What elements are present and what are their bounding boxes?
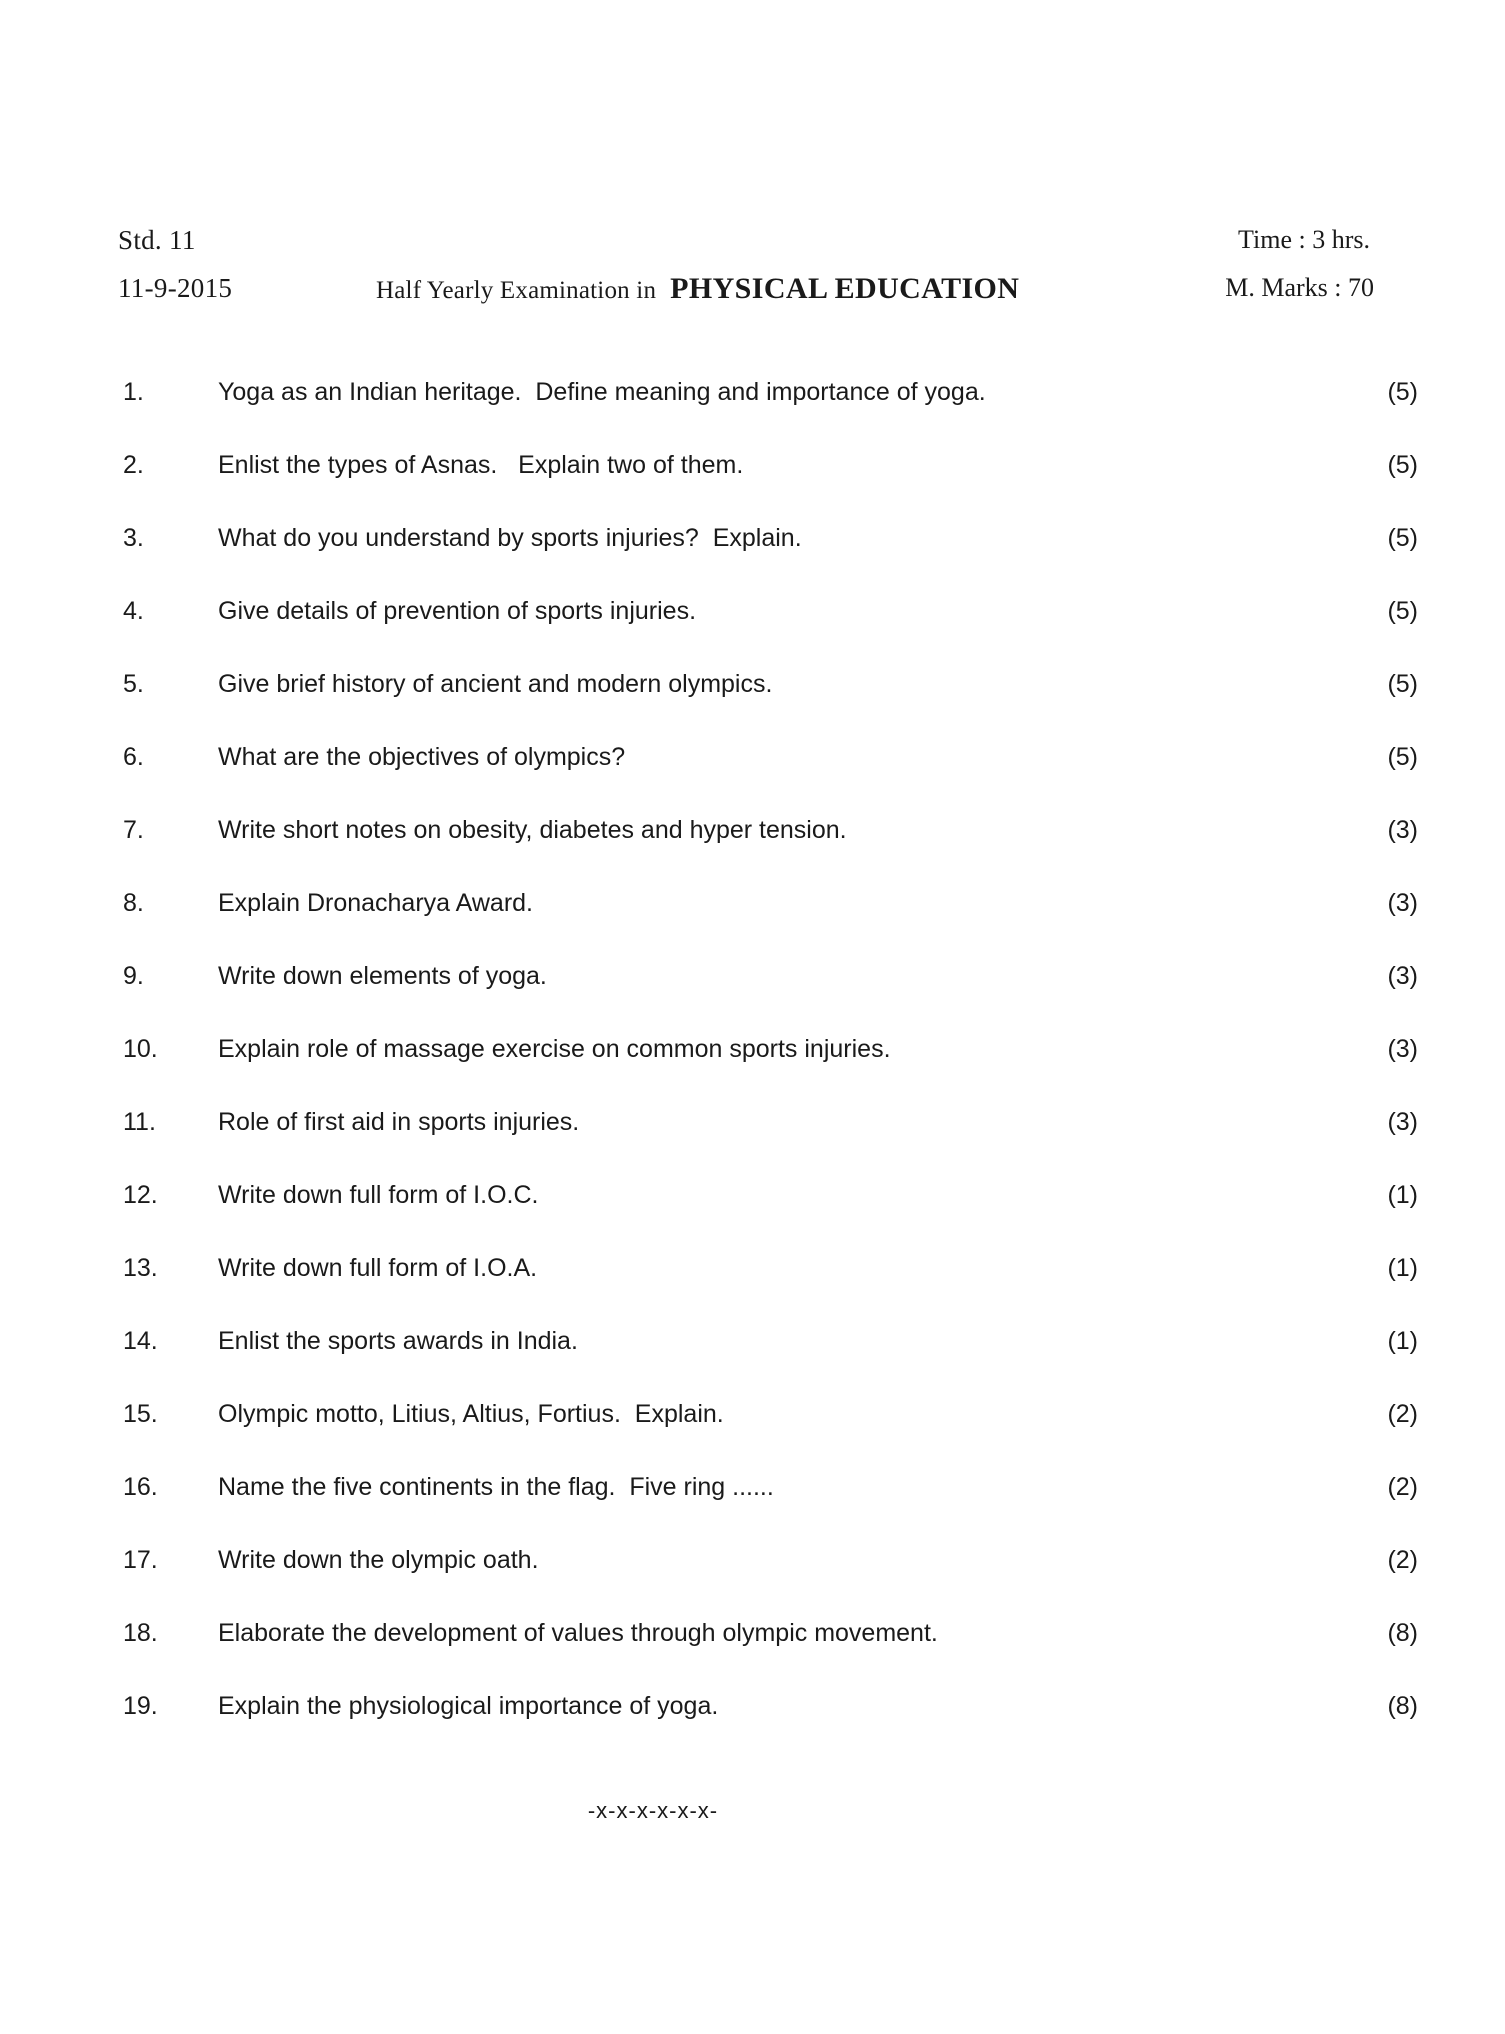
question-row xyxy=(118,1180,1418,1253)
exam-date: 11-9-2015 xyxy=(118,273,233,303)
question-marks: (3) xyxy=(1387,816,1418,844)
question-row xyxy=(118,377,1418,450)
question-text: Give brief history of ancient and modern olympics. xyxy=(218,670,773,698)
question-number: 11. xyxy=(123,1108,156,1136)
question-number: 19. xyxy=(123,1692,158,1720)
question-number: 14. xyxy=(123,1327,158,1355)
standard-label: Std. 11 xyxy=(118,225,196,255)
question-number: 12. xyxy=(123,1181,158,1209)
question-number: 9. xyxy=(123,962,144,990)
question-row xyxy=(118,669,1418,742)
exam-duration: Time : 3 hrs. xyxy=(1238,225,1370,254)
exam-title-block xyxy=(376,272,1019,306)
question-number: 6. xyxy=(123,743,144,771)
question-row xyxy=(118,815,1418,888)
question-marks: (5) xyxy=(1387,524,1418,552)
question-text: Write down full form of I.O.A. xyxy=(218,1254,538,1282)
question-number: 2. xyxy=(123,451,144,479)
question-marks: (8) xyxy=(1387,1692,1418,1720)
question-number: 7. xyxy=(123,816,144,844)
question-marks: (5) xyxy=(1387,597,1418,625)
question-text: Write down full form of I.O.C. xyxy=(218,1181,539,1209)
question-text: Explain Dronacharya Award. xyxy=(218,889,533,917)
question-row xyxy=(118,1326,1418,1399)
question-row xyxy=(118,1691,1418,1764)
question-number: 10. xyxy=(123,1035,158,1063)
question-marks: (3) xyxy=(1387,889,1418,917)
question-marks: (1) xyxy=(1387,1181,1418,1209)
question-text: Elaborate the development of values through olympic movement. xyxy=(218,1619,938,1647)
question-marks: (1) xyxy=(1387,1254,1418,1282)
question-text: Olympic motto, Litius, Altius, Fortius. Explain. xyxy=(218,1400,724,1428)
question-marks: (5) xyxy=(1387,378,1418,406)
exam-paper-sheet xyxy=(118,225,1418,1824)
question-marks: (8) xyxy=(1387,1619,1418,1647)
question-text: Write down elements of yoga. xyxy=(218,962,547,990)
question-number: 1. xyxy=(123,378,144,406)
exam-subject: PHYSICAL EDUCATION xyxy=(670,272,1020,305)
question-number: 3. xyxy=(123,524,144,552)
question-number: 15. xyxy=(123,1400,158,1428)
question-number: 5. xyxy=(123,670,144,698)
question-number: 18. xyxy=(123,1619,158,1647)
exam-header xyxy=(118,225,1418,335)
exam-max-marks: M. Marks : 70 xyxy=(1225,273,1374,302)
question-marks: (1) xyxy=(1387,1327,1418,1355)
question-marks: (5) xyxy=(1387,743,1418,771)
question-marks: (2) xyxy=(1387,1546,1418,1574)
end-of-paper-marker: -x-x-x-x-x-x- xyxy=(587,1798,719,1823)
question-row xyxy=(118,961,1418,1034)
question-row xyxy=(118,596,1418,669)
question-marks: (3) xyxy=(1387,1035,1418,1063)
question-number: 4. xyxy=(123,597,144,625)
question-marks: (3) xyxy=(1387,1108,1418,1136)
question-text: What are the objectives of olympics? xyxy=(218,743,626,771)
question-text: Give details of prevention of sports injuries. xyxy=(218,597,697,625)
question-marks: (2) xyxy=(1387,1400,1418,1428)
question-text: Enlist the sports awards in India. xyxy=(218,1327,578,1355)
question-row xyxy=(118,1618,1418,1691)
question-marks: (3) xyxy=(1387,962,1418,990)
question-text: Explain the physiological importance of yoga. xyxy=(218,1692,719,1720)
question-row xyxy=(118,450,1418,523)
question-text: What do you understand by sports injuries? Explain. xyxy=(218,524,802,552)
question-row xyxy=(118,1034,1418,1107)
question-text: Yoga as an Indian heritage. Define meaning and importance of yoga. xyxy=(218,378,986,406)
question-marks: (5) xyxy=(1387,451,1418,479)
question-row xyxy=(118,523,1418,596)
question-row xyxy=(118,1107,1418,1180)
question-text: Write down the olympic oath. xyxy=(218,1546,539,1574)
question-number: 13. xyxy=(123,1254,158,1282)
question-number: 8. xyxy=(123,889,144,917)
question-text: Role of first aid in sports injuries. xyxy=(218,1108,580,1136)
question-marks: (2) xyxy=(1387,1473,1418,1501)
question-row xyxy=(118,742,1418,815)
question-row xyxy=(118,888,1418,961)
question-row xyxy=(118,1545,1418,1618)
question-text: Explain role of massage exercise on common sports injuries. xyxy=(218,1035,891,1063)
question-text: Enlist the types of Asnas. Explain two of them. xyxy=(218,451,744,479)
question-text: Write short notes on obesity, diabetes and hyper tension. xyxy=(218,816,847,844)
question-marks: (5) xyxy=(1387,670,1418,698)
question-number: 16. xyxy=(123,1473,158,1501)
question-number: 17. xyxy=(123,1546,158,1574)
question-row xyxy=(118,1399,1418,1472)
question-text: Name the five continents in the flag. Five ring ...... xyxy=(218,1473,774,1501)
question-row xyxy=(118,1472,1418,1545)
question-row xyxy=(118,1253,1418,1326)
exam-title-prefix: Half Yearly Examination in xyxy=(376,277,657,304)
question-list xyxy=(118,377,1418,1764)
